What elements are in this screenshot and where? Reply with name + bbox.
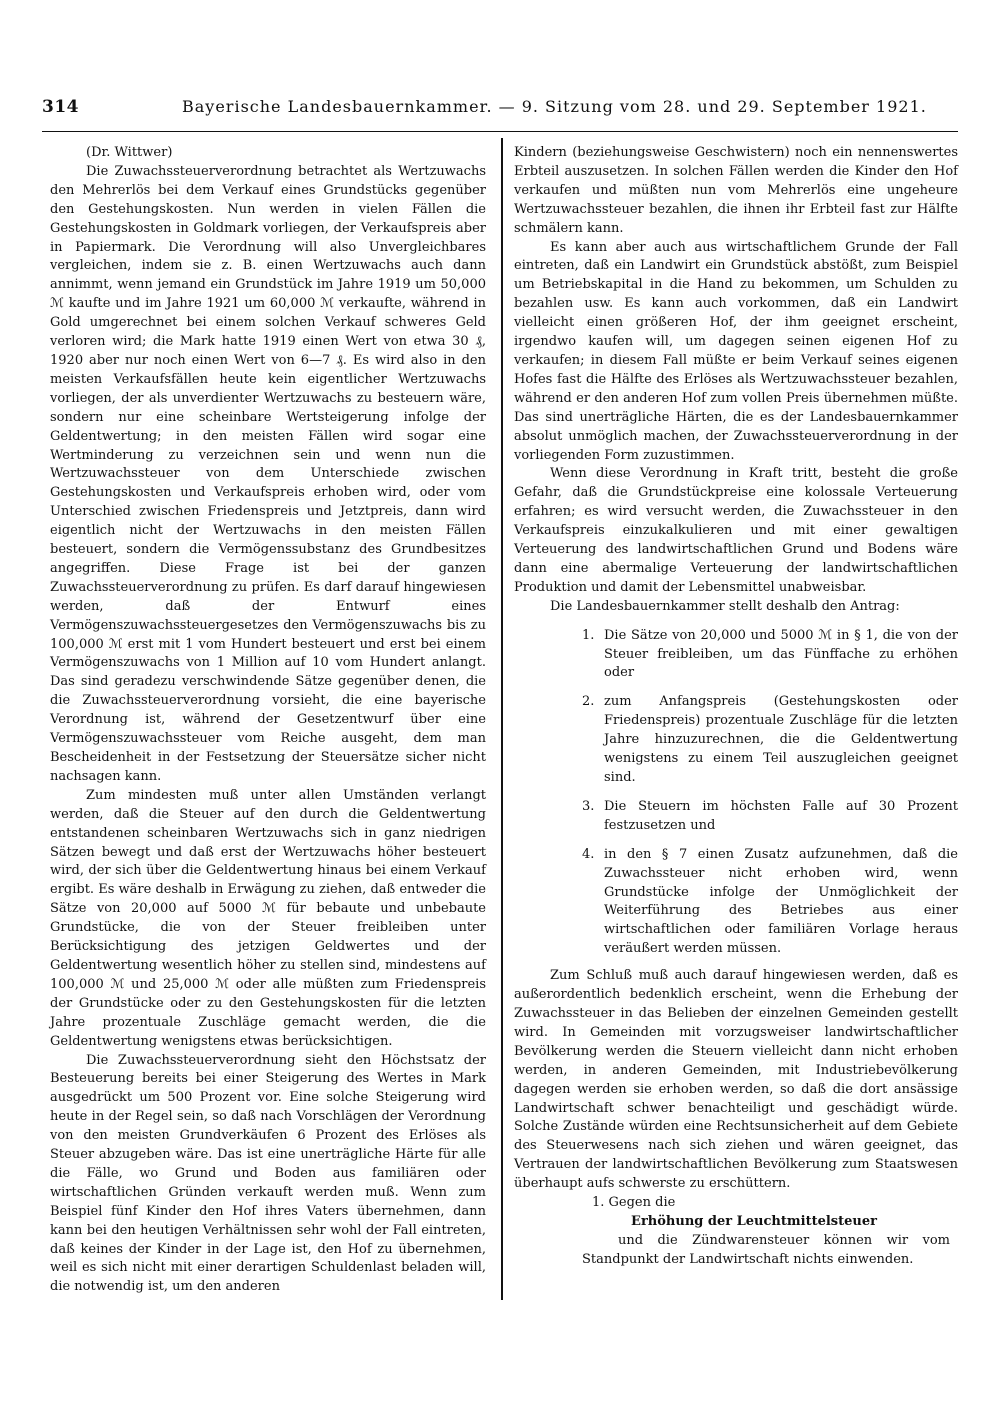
list-item [514, 798, 958, 836]
paragraph: Die Zuwachssteuerverordnung betrachtet als Wertzuwachs den Mehrerlös bei dem Verkauf eines Grundstücks gegenüber den Gestehungskosten. Nun werden in vielen Fällen die Gestehungskosten in Goldmark vorliegen, der Verkaufspreis aber in Papiermark. Die Verordnung will also Unvergleichbares vergleichen, indem sie z. B. einen Wertzuwachs auch dann annimmt, wenn jemand ein Grundstück im Jahre 1919 um 50,000 ℳ kaufte und im Jahre 1921 um 60,000 ℳ verkaufte, während in Gold umgerechnet bei einem solchen Verkauf schweres Geld verloren wird; die Mark hatte 1919 einen Wert von etwa 30 ₰, 1920 aber nur noch einen Wert von 6—7 ₰. Es wird also in den meisten Verkaufsfällen heute kein eigentlicher Wertzuwachs vorliegen, der als unverdienter Wertzuwachs zu besteuern wäre, sondern nur eine scheinbare Wertsteigerung infolge der Geldentwertung; in den meisten Fällen wird sogar eine Wertminderung zu verzeichnen sein und wenn nun die Wertzuwachssteuer von dem Unterschiede zwischen Gestehungskosten und Verkaufspreis erhoben wird, oder vom Unterschied zwischen Friedenspreis und Jetztpreis, dann wird eigentlich nicht der Wertzuwachs in den meisten Fällen besteuert, sondern die Vermögenssubstanz des Grundbesitzes angegriffen. Diese Frage ist bei der ganzen Zuwachssteuerverordnung zu prüfen. Es darf darauf hingewiesen werden, daß der Entwurf eines Vermögenszuwachssteuergesetzes den Vermögenszuwachs bis zu 100,000 ℳ erst mit 1 vom Hundert besteuert und erst bei einem Vermögenszuwachs von 1 Million auf 10 vom Hundert anlangt. Das sind geradezu verschwindende Sätze gegenüber denen, die die Zuwachssteuerverordnung vorsieht, die eine bayerische Verordnung ist, während der Gesetzentwurf über eine Vermögenszuwachssteuer vom Reiche ausgeht, dem man Bescheidenheit in der Festsetzung der Steuersätze sicher nicht nachsagen kann. [50, 163, 486, 784]
paragraph: Wenn diese Verordnung in Kraft tritt, besteht die große Gefahr, daß die Grundstückpreise eine kolossale Verteuerung erfahren; es wird versucht werden, die Zuwachssteuer in den Verkaufspreis einzukalkulieren und mit einer gewaltigen Verteuerung des landwirtschaftlichen Grund und Bodens wäre dann eine abermalige Verteuerung der landwirtschaftlichen Produktion und damit der Lebensmittel unabweisbar. [514, 466, 958, 595]
section-text: und die Zündwarensteuer können wir vom Standpunkt der Landwirtschaft nichts einwenden. [582, 1232, 950, 1267]
section-label: 1. Gegen die [592, 1195, 676, 1211]
paragraph: Die Zuwachssteuerverordnung sieht den Höchstsatz der Besteuerung bereits bei einer Steigerung des Wertes in Mark ausgedrückt um 500 Prozent vor. Eine solche Steigerung wird heute in der Regel sein, so daß nach Vorschlägen der Verordnung von den meisten Grundverkäufen 6 Prozent des Erlöses als Steuer abzugeben wäre. Das ist eine unerträgliche Härte für alle die Fälle, wo Grund und Boden aus familiären oder wirtschaftlichen Gründen verkauft werden muß. Wenn zum Beispiel fünf Kinder den Hof ihres Vaters übernehmen, dann kann bei den heutigen Verhältnissen sehr wohl der Fall eintreten, daß keines der Kinder in der Lage ist, den Hof zu übernehmen, weil es sich nicht mit einer derartigen Schuldenlast beladen will, die notwendig ist, um den anderen [50, 1052, 486, 1295]
list-item [514, 693, 958, 788]
list-item-text: in den § 7 einen Zusatz aufzunehmen, daß die Zuwachssteuer nicht erhoben wird, wenn Grundstücke infolge der Unmöglichkeit der Weiterführung des Betriebes aus einer wirtschaftlichen oder familiären Vorlage heraus veräußert werden müssen. [604, 846, 958, 957]
list-item-text: Die Sätze von 20,000 und 5000 ℳ in § 1, die von der Steuer freibleiben, um das Fünffache zu erhöhen oder [604, 627, 958, 681]
list-item-number: 3. [582, 798, 595, 814]
list-item-text: Die Steuern im höchsten Falle auf 30 Prozent festzusetzen und [604, 798, 958, 833]
paragraph-closing: Zum Schluß muß auch darauf hingewiesen werden, daß es außerordentlich bedenklich erscheint, wenn die Erhebung der Zuwachssteuer in das Belieben der einzelnen Gemeinden gestellt wird. In Gemeinden mit vorzugsweiser landwirtschaftlicher Bevölkerung werden die Steuern vielleicht dann nicht erhoben werden, in anderen Gemeinden, mit Industriebevölkerung dagegen werden sie erhoben werden, so daß die dort ansässige Landwirtschaft schwer benachteiligt und geschädigt würde. Solche Zustände würden eine Rechtsunsicherheit auf dem Gebiete des Steuerwesens nach sich ziehen und wären geeignet, das Vertrauen der landwirtschaftlichen Bevölkerung zum Staatswesen überhaupt aufs schwerste zu erschüttern. [514, 968, 958, 1192]
section-heading: Erhöhung der Leuchtmittelsteuer [631, 1213, 877, 1229]
speaker-label: (Dr. Wittwer) [86, 145, 173, 160]
motion-intro: Die Landesbauernkammer stellt deshalb den Antrag: [550, 598, 900, 614]
list-item [514, 627, 958, 684]
right-column [514, 144, 958, 1270]
motion-list [514, 627, 958, 960]
list-item [514, 846, 958, 959]
left-column [50, 144, 486, 1297]
paragraph-continuation: Kindern (beziehungsweise Geschwistern) noch ein nennenswertes Erbteil auszusetzen. In solchen Fällen werden die Kinder den Hof verkaufen und müßten nun vom Mehrerlös eine ungeheure Wertzuwachssteuer bezahlen, die ihnen ihr Erbteil fast zur Hälfte schmälern kann. [514, 145, 958, 236]
paragraph: Zum mindesten muß unter allen Umständen verlangt werden, daß die Steuer auf den durch die Geldentwertung entstandenen scheinbaren Wertzuwachs sich in ganz niedrigen Sätzen bewegt und daß erst der Wertzuwachs höher besteuert wird, der sich über die Geldentwertung hinaus bei einem Verkauf ergibt. Es wäre deshalb in Erwägung zu ziehen, daß entweder die Sätze von 20,000 auf 5000 ℳ für bebaute und unbebaute Grundstücke, die von der Steuer freibleiben unter Berücksichtigung des jetzigen Geldwertes und der Geldentwertung wesentlich höher zu stellen sind, mindestens auf 100,000 ℳ und 25,000 ℳ oder alle müßten zum Friedenspreis der Grundstücke oder zu den Gestehungskosten für die letzten Jahre prozentuale Zuschläge gemacht werden, die die Geldentwertung wenigstens etwas berücksichtigen. [50, 787, 486, 1049]
list-item-number: 2. [582, 694, 595, 710]
running-title: Bayerische Landesbauernkammer. — 9. Sitzung vom 28. und 29. September 1921. [182, 97, 927, 116]
list-item-number: 4. [582, 846, 595, 862]
list-item-text: zum Anfangspreis (Gestehungskosten oder Friedenspreis) prozentuale Zuschläge für die letzten Jahre hinzuzurechnen, die die Geldentwertung wenigstens zu einem Teil auszugleichen geeignet sind. [604, 694, 958, 785]
paragraph: Es kann aber auch aus wirtschaftlichem Grunde der Fall eintreten, daß ein Landwirt ein Grundstück abstößt, zum Beispiel um Betriebskapital in die Hand zu bekommen, um Schulden zu bezahlen usw. Es kann auch vorkommen, daß ein Landwirt vielleicht einen größeren Hof, der ihm geeignet erscheint, irgendwo kaufen will, um dagegen seinen eigenen Hof zu verkaufen; in diesem Fall müßte er beim Verkauf seines eigenen Hofes fast die Hälfte des Erlöses als Wertzuwachssteuer bezahlen, während er den anderen Hof zum vollen Preis übernehmen müßte. Das sind unerträgliche Härten, die es der Landesbauernkammer absolut unmöglich machen, der Zuwachssteuerverordnung in der vorliegenden Form zuzustimmen. [514, 239, 958, 463]
page-number: 314 [42, 97, 79, 117]
page-header [42, 97, 958, 132]
list-item-number: 1. [582, 627, 595, 643]
column-divider [501, 138, 503, 1300]
